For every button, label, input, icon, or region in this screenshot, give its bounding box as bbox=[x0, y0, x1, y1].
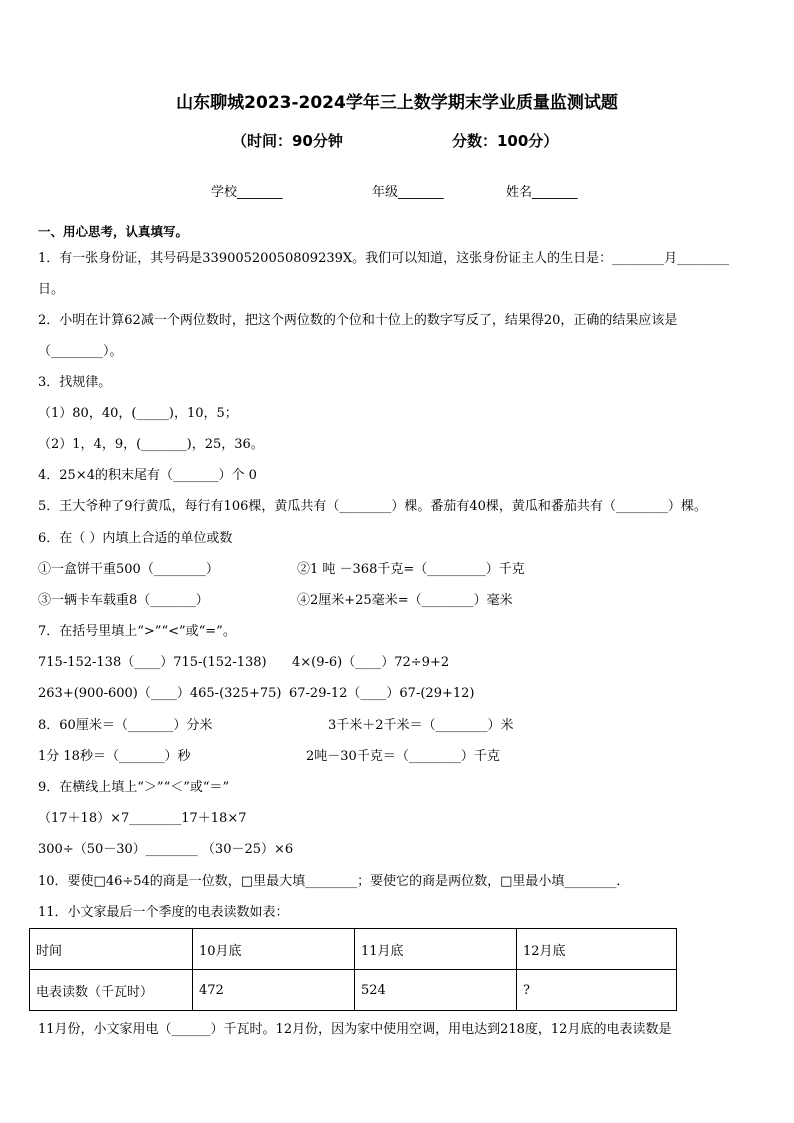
question-6-d: ④2厘米+25毫米=（________）毫米 bbox=[297, 593, 513, 608]
question-6-b: ②1 吨 －368千克=（_________）千克 bbox=[297, 562, 525, 577]
question-9-line-1: 9．在横线上填上“＞”“＜”或“＝” bbox=[38, 780, 230, 795]
question-9-b: 300÷（50－30）________ （30－25）×6 bbox=[38, 842, 294, 857]
page-title: 山东聊城2023-2024学年三上数学期末学业质量监测试题 bbox=[176, 93, 618, 113]
question-6-a: ①一盒饼干重500（________） bbox=[38, 562, 219, 577]
question-2-line-2: （________）。 bbox=[38, 344, 123, 359]
question-1-line-2: 日。 bbox=[38, 282, 65, 297]
question-8-c: 1分 18秒＝（_______）秒 bbox=[38, 749, 191, 764]
question-7-d: 67-29-12（____）67-(29+12) bbox=[289, 686, 475, 701]
table-row bbox=[30, 970, 677, 1011]
question-7-a: 715-152-138（____）715-(152-138) bbox=[38, 655, 267, 670]
section-heading: 一、用心思考，认真填写。 bbox=[38, 224, 189, 239]
table-cell: 11月底 bbox=[355, 929, 517, 970]
table-cell: 10月底 bbox=[193, 929, 355, 970]
question-3-line-1: 3．找规律。 bbox=[38, 375, 112, 390]
table-cell: ? bbox=[517, 970, 677, 1011]
question-11-line-1: 11．小文家最后一个季度的电表读数如表： bbox=[38, 905, 289, 920]
question-7-line-1: 7．在括号里填上“>”“<”或“=”。 bbox=[38, 624, 236, 639]
question-8-d: 2吨－30千克＝（________）千克 bbox=[306, 749, 500, 764]
question-9-a: （17＋18）×7________17＋18×7 bbox=[38, 811, 247, 826]
question-3-line-2: （1）80，40，(_____)，10，5； bbox=[38, 406, 238, 421]
question-4: 4．25×4的积末尾有（_______）个 0 bbox=[38, 468, 257, 483]
question-7-b: 4×(9-6)（____）72÷9+2 bbox=[292, 655, 450, 670]
school-field: 学校_______ bbox=[211, 185, 283, 200]
question-8-a: 8．60厘米＝（_______）分米 bbox=[38, 718, 213, 733]
exam-score: 分数：100分） bbox=[452, 132, 559, 150]
question-6-c: ③一辆卡车载重8（_______） bbox=[38, 593, 209, 608]
question-3-line-3: （2）1，4，9，(_______)，25，36。 bbox=[38, 437, 264, 452]
question-7-c: 263+(900-600)（____）465-(325+75) bbox=[38, 686, 282, 701]
question-5: 5．王大爷种了9行黄瓜，每行有106棵，黄瓜共有（________）棵。番茄有40棵，黄瓜和番茄共有（________）棵。 bbox=[38, 499, 707, 514]
question-6-line-1: 6．在（ ）内填上合适的单位或数 bbox=[38, 531, 233, 546]
grade-field: 年级_______ bbox=[372, 185, 444, 200]
exam-time: （时间：90分钟 bbox=[232, 132, 343, 150]
table-row bbox=[30, 929, 677, 970]
question-2-line-1: 2．小明在计算62减一个两位数时，把这个两位数的个位和十位上的数字写反了，结果得20，正确的结果应该是 bbox=[38, 313, 678, 328]
question-11-line-2: 11月份，小文家用电（______）千瓦时。12月份，因为家中使用空调，用电达到218度，12月底的电表读数是 bbox=[38, 1022, 672, 1037]
table-cell: 12月底 bbox=[517, 929, 677, 970]
table-cell: 524 bbox=[355, 970, 517, 1011]
question-8-b: 3千米＋2千米＝（________）米 bbox=[328, 718, 514, 733]
question-1-line-1: 1．有一张身份证，其号码是33900520050809239X。我们可以知道，这张身份证主人的生日是：________月________ bbox=[38, 251, 730, 266]
table-cell: 电表读数（千瓦时） bbox=[30, 970, 193, 1011]
table-cell: 时间 bbox=[30, 929, 193, 970]
meter-reading-table bbox=[29, 928, 677, 1011]
table-cell: 472 bbox=[193, 970, 355, 1011]
name-field: 姓名_______ bbox=[506, 185, 578, 200]
question-10: 10．要使□46÷54的商是一位数，□里最大填________；要使它的商是两位数，□里最小填________． bbox=[38, 874, 630, 889]
